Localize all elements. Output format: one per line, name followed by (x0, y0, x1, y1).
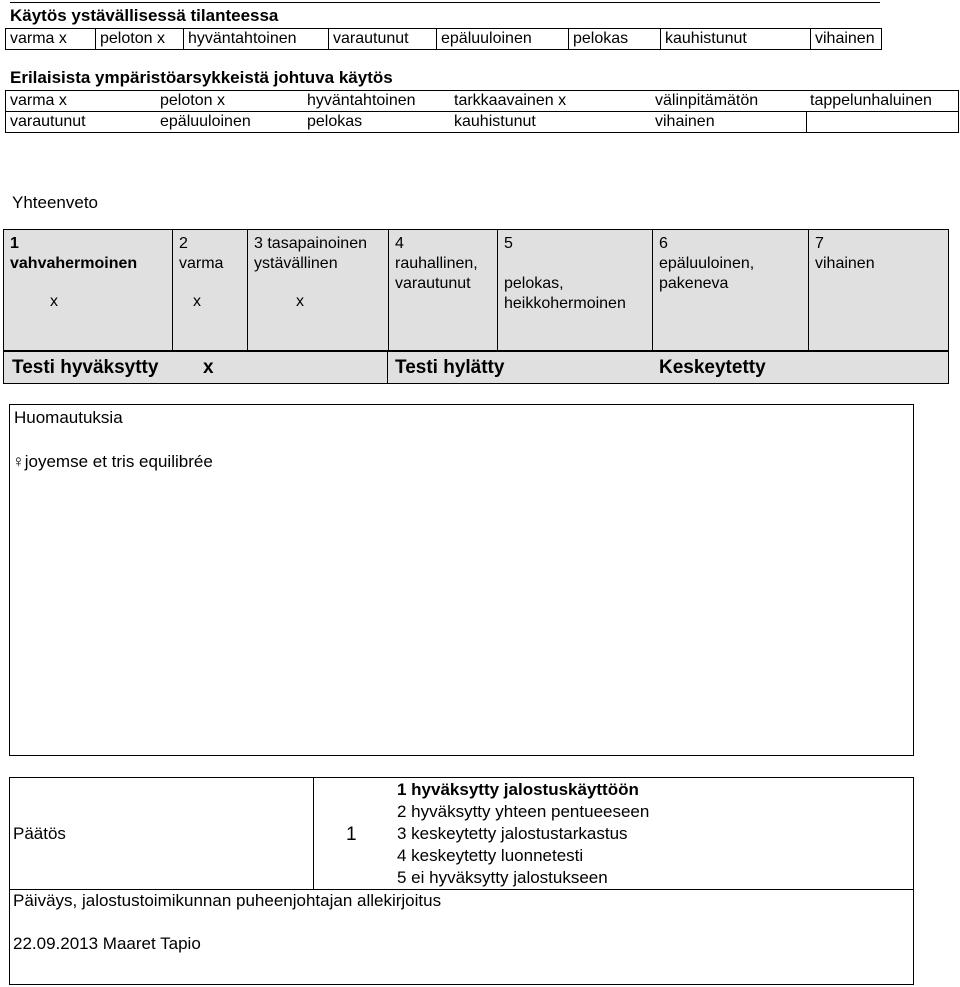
summary-num: 3 tasapainoinen (254, 235, 367, 252)
decision-option: 1 hyväksytty jalostuskäyttöön (397, 780, 639, 799)
cell: hyväntahtoinen (307, 92, 416, 109)
cell: hyväntahtoinen (184, 29, 329, 49)
test-interrupted-label: Keskeytetty (659, 357, 766, 378)
test-passed-label: Testi hyväksytty (12, 357, 159, 378)
summary-col-5 (498, 230, 653, 350)
divider (313, 778, 314, 890)
summary-label: vahvahermoinen (10, 255, 138, 272)
cell: varma x (6, 29, 96, 49)
cell: epäluuloinen (437, 29, 569, 49)
summary-col-4 (389, 230, 498, 350)
summary-col-7 (809, 230, 948, 350)
decision-option: 3 keskeytetty jalostustarkastus (397, 824, 628, 843)
summary-label: pelokas, (504, 275, 564, 292)
decision-box (9, 777, 914, 985)
cell: välinpitämätön (655, 92, 759, 109)
environment-behavior-row-2 (5, 111, 959, 133)
friendly-behavior-row (5, 28, 882, 50)
summary-label: ystävällinen (254, 255, 338, 272)
cell: peloton x (96, 29, 184, 49)
summary-label-2: heikkohermoinen (504, 295, 626, 312)
summary-col-3 (248, 230, 389, 350)
summary-mark: x (193, 293, 201, 310)
cell: epäluuloinen (160, 113, 251, 130)
notes-box (9, 404, 914, 756)
notes-title: Huomautuksia (14, 408, 123, 427)
summary-col-2 (173, 230, 248, 350)
cell: pelokas (569, 29, 661, 49)
summary-label: rauhallinen, (395, 255, 478, 272)
cell: vihainen (655, 113, 715, 130)
decision-option: 2 hyväksytty yhteen pentueeseen (397, 802, 650, 821)
summary-title: Yhteenveto (12, 193, 99, 212)
section-title-environment: Erilaisista ympäristöarsykkeistä johtuva käytös (10, 68, 393, 87)
test-result-bar (3, 351, 949, 384)
summary-col-1 (4, 230, 173, 350)
divider (10, 889, 313, 890)
decision-value: 1 (346, 824, 357, 845)
cell: tarkkaavainen x (454, 92, 567, 109)
divider (387, 352, 388, 383)
divider (313, 889, 913, 890)
summary-num: 5 (504, 235, 513, 252)
cell-empty (806, 112, 956, 132)
summary-num: 4 (395, 235, 404, 252)
summary-num: 6 (659, 235, 668, 252)
cell: varma x (10, 92, 67, 109)
decision-label: Päätös (13, 824, 66, 843)
summary-grid (3, 229, 949, 351)
section-title-friendly: Käytös ystävällisessä tilanteessa (10, 6, 279, 25)
cell: varautunut (10, 113, 86, 130)
summary-num: 7 (815, 235, 824, 252)
cell: varautunut (329, 29, 437, 49)
summary-label: epäluuloinen, (659, 255, 755, 272)
summary-mark: x (50, 293, 58, 310)
cell: kauhistunut (454, 113, 536, 130)
summary-num: 1 (10, 235, 19, 252)
summary-label: varma (179, 255, 224, 272)
summary-mark: x (296, 293, 304, 310)
signature-date: 22.09.2013 Maaret Tapio (13, 934, 201, 953)
notes-text: ♀joyemse et tris equilibrée (12, 452, 213, 471)
top-rule (10, 2, 880, 3)
summary-col-6 (653, 230, 809, 350)
signature-label: Päiväys, jalostustoimikunnan puheenjohtajan allekirjoitus (13, 891, 442, 910)
cell: pelokas (307, 113, 363, 130)
summary-num: 2 (179, 235, 188, 252)
decision-option: 5 ei hyväksytty jalostukseen (397, 868, 608, 887)
decision-options (397, 779, 649, 889)
summary-label: vihainen (815, 255, 875, 272)
summary-label-2: pakeneva (659, 275, 729, 292)
test-passed-mark: x (203, 357, 214, 378)
cell: vihainen (815, 30, 875, 47)
cell: tappelunhaluinen (810, 92, 932, 109)
test-failed-label: Testi hylätty (395, 357, 505, 378)
cell: peloton x (160, 92, 225, 109)
decision-option: 4 keskeytetty luonnetesti (397, 846, 584, 865)
cell: kauhistunut (661, 29, 811, 49)
summary-label-2: varautunut (395, 275, 471, 292)
environment-behavior-row-1 (5, 90, 959, 112)
